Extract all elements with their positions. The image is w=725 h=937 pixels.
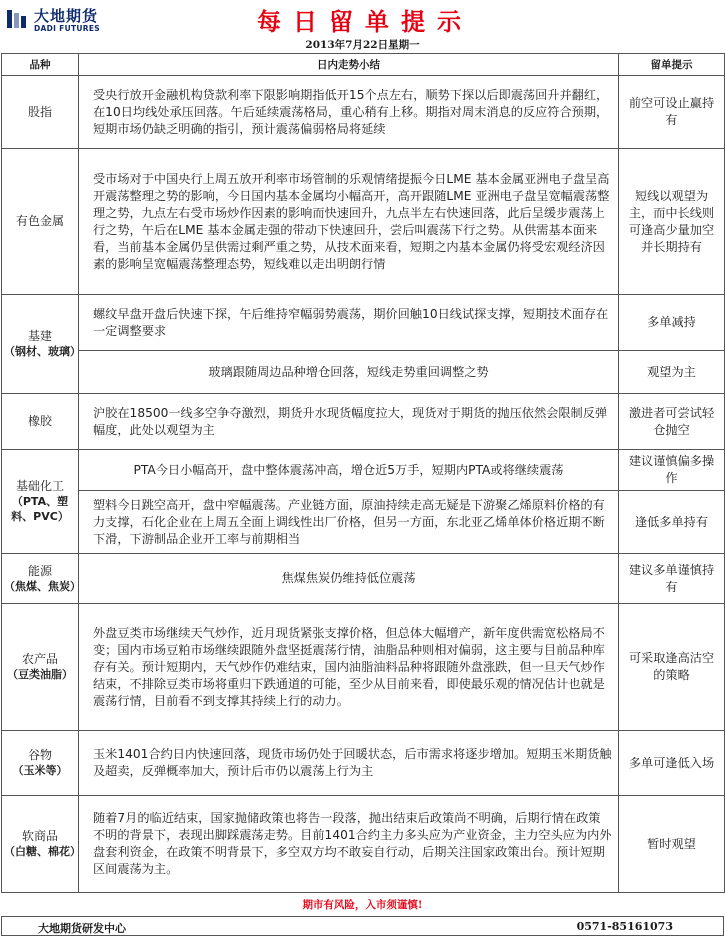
row-tip: 多单可逢低入场: [619, 731, 725, 796]
row-category: 农产品 （豆类油脂）: [2, 604, 79, 731]
row-summary: 焦煤焦炭仍维持低位震荡: [79, 554, 619, 604]
row-tip: 短线以观望为主，而中长线则可逢高少量加空并长期持有: [619, 149, 725, 295]
logo-english-name: DADI FUTURES: [34, 24, 100, 33]
table-row: [2, 731, 725, 796]
dadi-logo-icon: [6, 7, 30, 31]
header-variety: 品种: [2, 54, 79, 76]
row-category: 基础化工 （PTA、塑料、PVC）: [2, 450, 79, 554]
table-row: [2, 491, 725, 554]
header-tip: 留单提示: [619, 54, 725, 76]
header-summary: 日内走势小结: [79, 54, 619, 76]
row-summary: 随着7月的临近结束，国家抛储政策也将告一段落，抛出结束后政策尚不明确，后期行情在政策不明的背景下，表现出脚踩震荡走势。目前1401合约主力多头应为产业资金，主力空头应为内外盘套利资金，在政策不明背景下，多空双方均不敢妄自行动，后期关注国家政策出台。预计短期区间震荡为主。: [79, 796, 619, 893]
risk-warning: 期市有风险，入市须谨慎!: [302, 899, 423, 911]
row-category: 软商品 （白糖、棉花）: [2, 796, 79, 893]
report-date: 2013年7月22日星期一: [305, 39, 420, 51]
daily-tips-table: [1, 53, 725, 893]
row-category-sub: （豆类油脂）: [7, 668, 73, 681]
row-summary: 螺纹早盘开盘后快速下探，午后维持窄幅弱势震荡，期价回触10日线试探支撑，短期技术面存在一定调整要求: [79, 295, 619, 351]
research-center: 大地期货研发中心: [38, 922, 126, 935]
row-category-sub: （玉米等）: [12, 764, 68, 777]
row-summary: 玻璃跟随周边品种增仓回落，短线走势重回调整之势: [79, 351, 619, 394]
row-category: 有色金属: [2, 149, 79, 295]
contact-phone: 0571-85161073: [576, 920, 673, 933]
table-row: [2, 604, 725, 731]
row-category-sub: （焦煤、焦炭）: [4, 579, 81, 593]
row-category-sub: （白糖、棉花）: [4, 845, 81, 858]
company-logo: [4, 5, 134, 33]
table-row: [2, 351, 725, 394]
table-row: [2, 554, 725, 604]
table-header-row: [2, 54, 725, 76]
row-tip: 逢低多单持有: [619, 491, 725, 554]
row-category: 谷物 （玉米等）: [2, 731, 79, 796]
table-row: [2, 149, 725, 295]
table-row: [2, 295, 725, 351]
row-tip: 建议谨慎偏多操作: [619, 450, 725, 491]
row-summary: 受市场对于中国央行上周五放开利率市场管制的乐观情绪提振今日LME 基本金属亚洲电子盘呈高开震荡整理之势的影响，今日国内基本金属均小幅高开，高开跟随LME 亚洲电子盘呈宽幅震荡整理之势，九点左右受市场炒作因素的影响而快速回升，九点半左右快速回落，此后呈缓步震荡上行之势，午后在LME 基本金属走强的带动下快速回升，尝后叫震荡下行之势。从供需基本面来看，当前基本金属仍呈供需过剩严重之势，从技术面来看，短期之内基本金属仍将受宏观经济因素的影响呈宽幅震荡整理态势，短线难以走出明朗行情: [79, 149, 619, 295]
row-summary: 沪胶在18500一线多空争夺激烈，期货升水现货幅度拉大，现货对于期货的抛压依然会限制反弹幅度，此处以观望为主: [79, 394, 619, 450]
row-tip: 激进者可尝试轻仓抛空: [619, 394, 725, 450]
row-summary: 外盘豆类市场继续天气炒作，近月现货紧张支撑价格，但总体大幅增产，新年度供需宽松格局不变；国内市场豆粕市场继续跟随外盘坚挺震荡行情，油脂品种则相对偏弱，这主要与目前品种库存有关。预计短期内，天气炒作仍难结束，国内油脂油料品种将跟随外盘涨跌，但一旦天气炒作结束，不排除豆类市场将重归下跌通道的可能，至少从目前来看，即使最乐观的情况估计也就是震荡行情，目前看不到支撑其持续上行的动力。: [79, 604, 619, 731]
row-category-sub: （PTA、塑料、PVC）: [11, 495, 69, 523]
row-tip: 多单减持: [619, 295, 725, 351]
page-footer: [1, 916, 724, 936]
row-summary: 受央行放开金融机构贷款利率下限影响期指低开15个点左右，顺势下探以后即震荡回升并翻红，在10日均线处承压回落。午后延续震荡格局，重心稍有上移。期指对周末消息的反应符合预期，短期市场仍缺乏明确的指引，预计震荡偏弱格局将延续: [79, 76, 619, 149]
row-category: 橡胶: [2, 394, 79, 450]
logo-chinese-name: 大地期货: [34, 7, 99, 25]
row-summary: 塑料今日跳空高开，盘中窄幅震荡。产业链方面，原油持续走高无疑是下游聚乙烯原料价格的有力支撑，石化企业在上周五全面上调线性出厂价格，但另一方面，东北亚乙烯单体价格近期不断下滑，下游制品企业开工率与前期相当: [79, 491, 619, 554]
page-title: 每日留单提示: [257, 7, 473, 36]
row-summary: 玉米1401合约日内快速回落，现货市场仍处于回暖状态，后市需求将逐步增加。短期玉米期货触及超卖，反弹概率加大，预计后市仍以震荡上行为主: [79, 731, 619, 796]
row-category: 基建 （钢材、玻璃）: [2, 295, 79, 394]
row-category-sub: （钢材、玻璃）: [4, 345, 81, 358]
row-tip: 建议多单谨慎持有: [619, 554, 725, 604]
row-tip: 可采取逢高沽空的策略: [619, 604, 725, 731]
row-category: 能源 （焦煤、焦炭）: [2, 554, 79, 604]
table-row: [2, 450, 725, 491]
row-tip: 前空可设止赢持有: [619, 76, 725, 149]
row-tip: 观望为主: [619, 351, 725, 394]
table-row: [2, 76, 725, 149]
row-tip: 暂时观望: [619, 796, 725, 893]
row-summary: PTA今日小幅高开，盘中整体震荡冲高，增仓近5万手，短期内PTA或将继续震荡: [79, 450, 619, 491]
table-row: [2, 796, 725, 893]
row-category: 股指: [2, 76, 79, 149]
table-row: [2, 394, 725, 450]
page-header: [0, 0, 725, 37]
